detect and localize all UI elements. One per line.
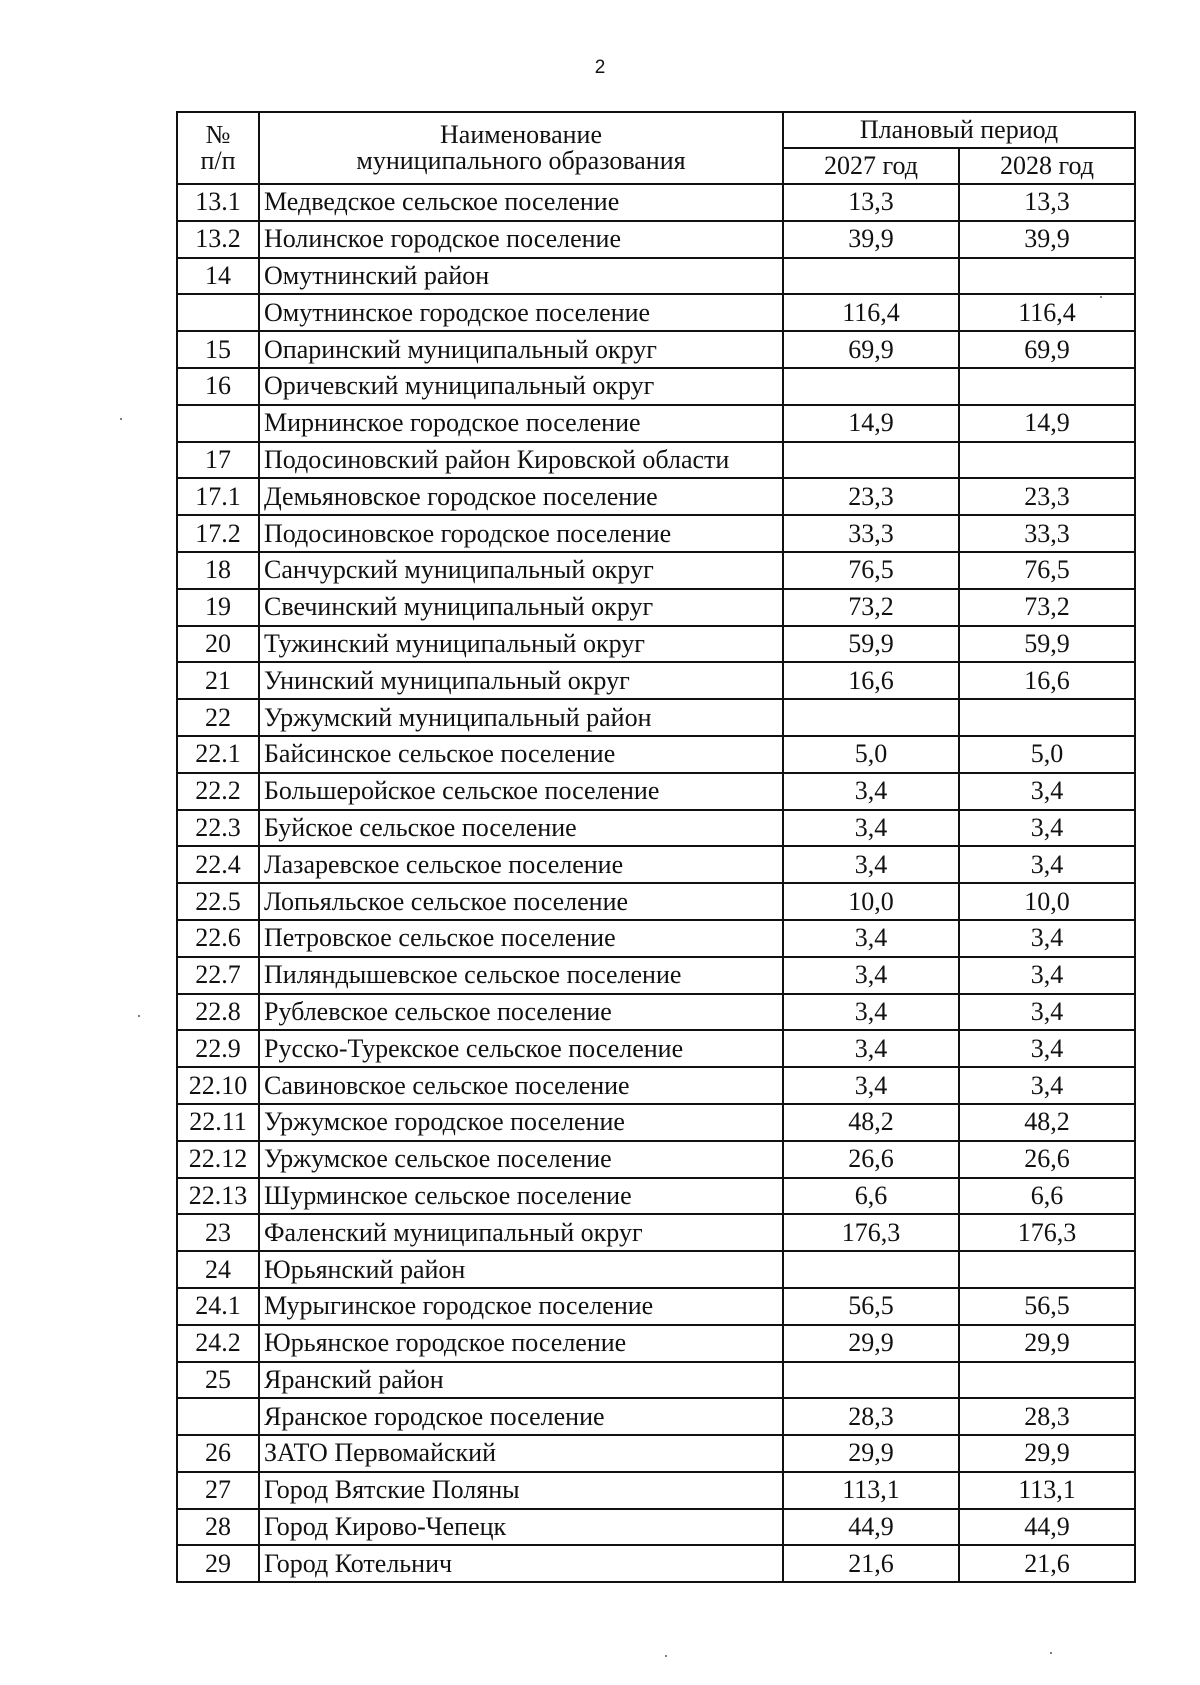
value-2028: 3,4 <box>959 1030 1135 1067</box>
value-2027: 3,4 <box>783 810 959 847</box>
table-row <box>177 1178 1135 1215</box>
table-row <box>177 1288 1135 1325</box>
row-number: 13.1 <box>177 184 259 221</box>
scan-speck <box>120 418 122 420</box>
value-2027: 3,4 <box>783 957 959 994</box>
value-2027 <box>783 368 959 405</box>
value-2027: 16,6 <box>783 662 959 699</box>
row-number: 16 <box>177 368 259 405</box>
municipality-name: Русско-Турекское сельское поселение <box>259 1030 783 1067</box>
table-row <box>177 883 1135 920</box>
value-2028: 26,6 <box>959 1141 1135 1178</box>
row-number: 17.1 <box>177 478 259 515</box>
value-2027: 3,4 <box>783 773 959 810</box>
page-number: 2 <box>594 57 606 78</box>
municipality-name: Байсинское сельское поселение <box>259 736 783 773</box>
municipality-name: Город Кирово-Чепецк <box>259 1509 783 1546</box>
row-number: 23 <box>177 1214 259 1251</box>
value-2027: 3,4 <box>783 846 959 883</box>
municipality-name: Подосиновский район Кировской области <box>259 442 783 479</box>
value-2027: 3,4 <box>783 994 959 1031</box>
value-2027: 14,9 <box>783 405 959 442</box>
budget-table <box>176 111 1136 1583</box>
row-number: 20 <box>177 626 259 663</box>
municipality-name: Юрьянское городское поселение <box>259 1325 783 1362</box>
row-number: 24.1 <box>177 1288 259 1325</box>
table-row <box>177 957 1135 994</box>
municipality-name: Рублевское сельское поселение <box>259 994 783 1031</box>
table-row <box>177 552 1135 589</box>
value-2028 <box>959 699 1135 736</box>
municipality-name: Опаринский муниципальный округ <box>259 331 783 368</box>
header-num-line1: № <box>205 120 231 148</box>
value-2027 <box>783 699 959 736</box>
value-2028: 73,2 <box>959 589 1135 626</box>
value-2027: 73,2 <box>783 589 959 626</box>
table-row <box>177 1362 1135 1399</box>
table-header <box>177 112 1135 184</box>
header-name-cont <box>259 148 783 184</box>
row-number: 22.6 <box>177 920 259 957</box>
value-2028: 3,4 <box>959 957 1135 994</box>
value-2027: 5,0 <box>783 736 959 773</box>
row-number: 22.8 <box>177 994 259 1031</box>
table-row <box>177 1067 1135 1104</box>
row-number <box>177 294 259 331</box>
value-2027: 48,2 <box>783 1104 959 1141</box>
row-number: 13.2 <box>177 221 259 258</box>
value-2028 <box>959 1362 1135 1399</box>
table-row <box>177 1141 1135 1178</box>
row-number: 17.2 <box>177 515 259 552</box>
table-row <box>177 1435 1135 1472</box>
value-2027: 176,3 <box>783 1214 959 1251</box>
value-2027: 10,0 <box>783 883 959 920</box>
municipality-name: Большеройское сельское поселение <box>259 773 783 810</box>
value-2028: 33,3 <box>959 515 1135 552</box>
row-number: 22.9 <box>177 1030 259 1067</box>
value-2028: 3,4 <box>959 773 1135 810</box>
table-row <box>177 1030 1135 1067</box>
value-2028 <box>959 258 1135 295</box>
value-2028: 44,9 <box>959 1509 1135 1546</box>
header-name-line2: муниципального образования <box>356 148 686 175</box>
scan-speck <box>138 1015 140 1017</box>
table-row <box>177 662 1135 699</box>
municipality-name: Омутнинский район <box>259 258 783 295</box>
table-row <box>177 1398 1135 1435</box>
header-num-cont <box>177 148 259 184</box>
value-2028: 29,9 <box>959 1325 1135 1362</box>
value-2028: 29,9 <box>959 1435 1135 1472</box>
value-2027: 39,9 <box>783 221 959 258</box>
value-2027: 29,9 <box>783 1435 959 1472</box>
row-number: 22.12 <box>177 1141 259 1178</box>
value-2028: 176,3 <box>959 1214 1135 1251</box>
municipality-name: Омутнинское городское поселение <box>259 294 783 331</box>
municipality-name: Унинский муниципальный округ <box>259 662 783 699</box>
row-number: 26 <box>177 1435 259 1472</box>
municipality-name: Оричевский муниципальный округ <box>259 368 783 405</box>
table-row <box>177 1325 1135 1362</box>
row-number: 22.11 <box>177 1104 259 1141</box>
municipality-name: Савиновское сельское поселение <box>259 1067 783 1104</box>
value-2028: 21,6 <box>959 1545 1135 1582</box>
table-row <box>177 920 1135 957</box>
table-row <box>177 442 1135 479</box>
row-number: 21 <box>177 662 259 699</box>
scan-speck <box>1100 296 1102 298</box>
table-row <box>177 846 1135 883</box>
table-row <box>177 405 1135 442</box>
value-2027: 26,6 <box>783 1141 959 1178</box>
row-number <box>177 1398 259 1435</box>
row-number: 22.2 <box>177 773 259 810</box>
table-row <box>177 1251 1135 1288</box>
value-2027: 3,4 <box>783 1030 959 1067</box>
municipality-name: Уржумский муниципальный район <box>259 699 783 736</box>
value-2028: 5,0 <box>959 736 1135 773</box>
value-2027: 28,3 <box>783 1398 959 1435</box>
row-number <box>177 405 259 442</box>
municipality-name: Медведское сельское поселение <box>259 184 783 221</box>
row-number: 18 <box>177 552 259 589</box>
table-row <box>177 994 1135 1031</box>
row-number: 15 <box>177 331 259 368</box>
municipality-name: Уржумское сельское поселение <box>259 1141 783 1178</box>
value-2027 <box>783 442 959 479</box>
municipality-name: Лопьяльское сельское поселение <box>259 883 783 920</box>
value-2027: 44,9 <box>783 1509 959 1546</box>
value-2028: 13,3 <box>959 184 1135 221</box>
value-2027: 33,3 <box>783 515 959 552</box>
value-2028: 28,3 <box>959 1398 1135 1435</box>
value-2027: 6,6 <box>783 1178 959 1215</box>
header-year-2027: 2027 год <box>783 148 959 184</box>
value-2028: 23,3 <box>959 478 1135 515</box>
municipality-name: Уржумское городское поселение <box>259 1104 783 1141</box>
municipality-name: Яранское городское поселение <box>259 1398 783 1435</box>
table-row <box>177 1214 1135 1251</box>
header-num <box>177 112 259 148</box>
municipality-name: Яранский район <box>259 1362 783 1399</box>
table-row <box>177 810 1135 847</box>
value-2027: 3,4 <box>783 1067 959 1104</box>
table-row <box>177 258 1135 295</box>
row-number: 14 <box>177 258 259 295</box>
value-2028: 3,4 <box>959 846 1135 883</box>
row-number: 28 <box>177 1509 259 1546</box>
value-2027: 21,6 <box>783 1545 959 1582</box>
header-name-line1: Наименование <box>440 120 602 148</box>
value-2028 <box>959 1251 1135 1288</box>
row-number: 27 <box>177 1472 259 1509</box>
row-number: 22.7 <box>177 957 259 994</box>
municipality-name: Город Котельнич <box>259 1545 783 1582</box>
row-number: 22 <box>177 699 259 736</box>
value-2028: 3,4 <box>959 810 1135 847</box>
table-row <box>177 368 1135 405</box>
value-2027: 3,4 <box>783 920 959 957</box>
municipality-name: Тужинский муниципальный округ <box>259 626 783 663</box>
value-2028: 3,4 <box>959 1067 1135 1104</box>
value-2027: 23,3 <box>783 478 959 515</box>
value-2028: 69,9 <box>959 331 1135 368</box>
value-2027 <box>783 1362 959 1399</box>
table-row <box>177 626 1135 663</box>
value-2028: 116,4 <box>959 294 1135 331</box>
value-2028: 113,1 <box>959 1472 1135 1509</box>
row-number: 25 <box>177 1362 259 1399</box>
municipality-name: Санчурский муниципальный округ <box>259 552 783 589</box>
value-2027: 76,5 <box>783 552 959 589</box>
municipality-name: Свечинский муниципальный округ <box>259 589 783 626</box>
value-2027: 29,9 <box>783 1325 959 1362</box>
row-number: 24 <box>177 1251 259 1288</box>
row-number: 17 <box>177 442 259 479</box>
value-2028: 3,4 <box>959 920 1135 957</box>
municipality-name: Нолинское городское поселение <box>259 221 783 258</box>
value-2028: 6,6 <box>959 1178 1135 1215</box>
municipality-name: Петровское сельское поселение <box>259 920 783 957</box>
table-row <box>177 773 1135 810</box>
row-number: 22.10 <box>177 1067 259 1104</box>
value-2028: 14,9 <box>959 405 1135 442</box>
table-row <box>177 331 1135 368</box>
municipality-name: ЗАТО Первомайский <box>259 1435 783 1472</box>
row-number: 22.13 <box>177 1178 259 1215</box>
row-number: 24.2 <box>177 1325 259 1362</box>
table-body <box>177 184 1135 1582</box>
municipality-name: Мурыгинское городское поселение <box>259 1288 783 1325</box>
value-2028: 10,0 <box>959 883 1135 920</box>
value-2027 <box>783 258 959 295</box>
value-2028: 39,9 <box>959 221 1135 258</box>
value-2027: 69,9 <box>783 331 959 368</box>
row-number: 22.4 <box>177 846 259 883</box>
table-row <box>177 515 1135 552</box>
value-2027: 116,4 <box>783 294 959 331</box>
municipality-name: Город Вятские Поляны <box>259 1472 783 1509</box>
value-2028: 56,5 <box>959 1288 1135 1325</box>
table-row <box>177 736 1135 773</box>
municipality-name: Фаленский муниципальный округ <box>259 1214 783 1251</box>
table-row <box>177 184 1135 221</box>
value-2028 <box>959 368 1135 405</box>
table-row <box>177 1545 1135 1582</box>
table-row <box>177 1509 1135 1546</box>
table-row <box>177 221 1135 258</box>
table-row <box>177 478 1135 515</box>
value-2028: 76,5 <box>959 552 1135 589</box>
municipality-name: Шурминское сельское поселение <box>259 1178 783 1215</box>
scan-speck <box>665 1655 667 1657</box>
header-name <box>259 112 783 148</box>
value-2027: 59,9 <box>783 626 959 663</box>
header-year-2028: 2028 год <box>959 148 1135 184</box>
value-2028: 48,2 <box>959 1104 1135 1141</box>
value-2028 <box>959 442 1135 479</box>
header-num-line2: п/п <box>200 148 236 175</box>
row-number: 22.1 <box>177 736 259 773</box>
table-row <box>177 589 1135 626</box>
value-2028: 3,4 <box>959 994 1135 1031</box>
municipality-name: Пиляндышевское сельское поселение <box>259 957 783 994</box>
municipality-name: Мирнинское городское поселение <box>259 405 783 442</box>
table-row <box>177 699 1135 736</box>
municipality-name: Подосиновское городское поселение <box>259 515 783 552</box>
value-2027: 113,1 <box>783 1472 959 1509</box>
table-row <box>177 294 1135 331</box>
municipality-name: Лазаревское сельское поселение <box>259 846 783 883</box>
value-2027: 13,3 <box>783 184 959 221</box>
scan-speck <box>1050 1652 1052 1654</box>
municipality-name: Буйское сельское поселение <box>259 810 783 847</box>
value-2028: 59,9 <box>959 626 1135 663</box>
value-2027 <box>783 1251 959 1288</box>
municipality-name: Юрьянский район <box>259 1251 783 1288</box>
table-row <box>177 1472 1135 1509</box>
row-number: 22.3 <box>177 810 259 847</box>
value-2028: 16,6 <box>959 662 1135 699</box>
municipality-name: Демьяновское городское поселение <box>259 478 783 515</box>
row-number: 22.5 <box>177 883 259 920</box>
row-number: 19 <box>177 589 259 626</box>
value-2027: 56,5 <box>783 1288 959 1325</box>
table-row <box>177 1104 1135 1141</box>
row-number: 29 <box>177 1545 259 1582</box>
header-period: Плановый период <box>783 112 1135 148</box>
